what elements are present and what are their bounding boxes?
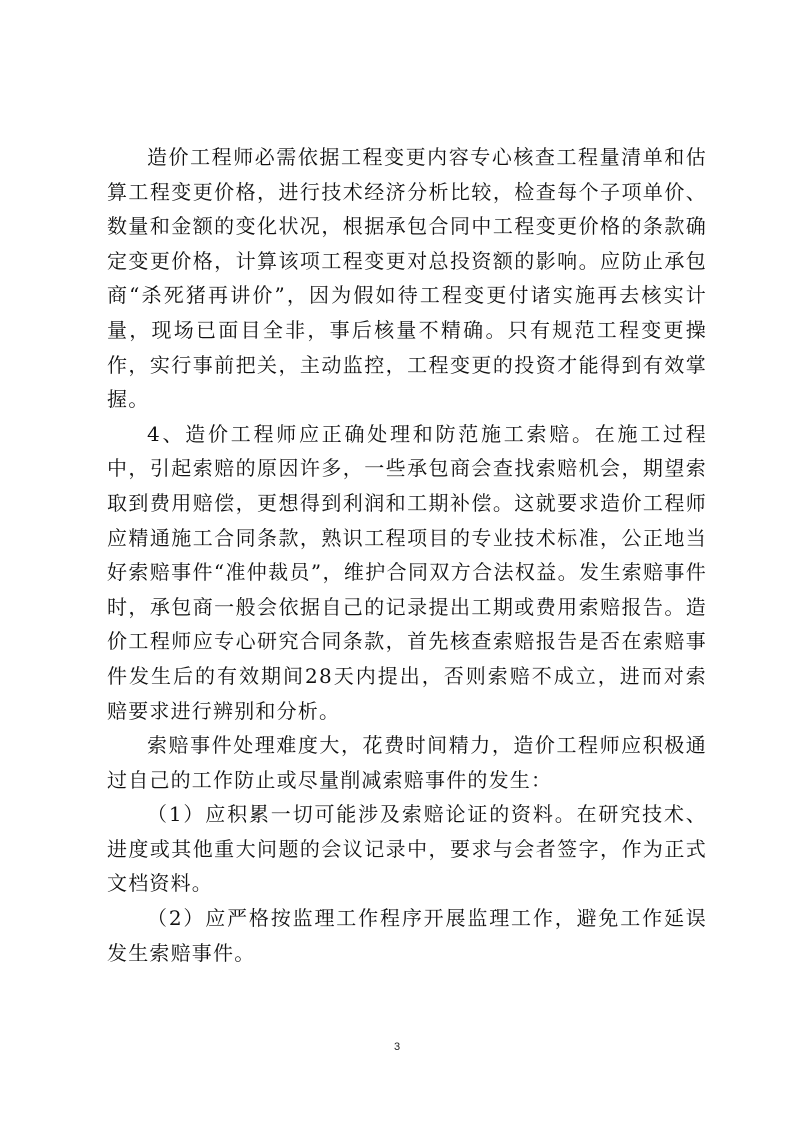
paragraph-item-1: （1）应积累一切可能涉及索赔论证的资料。在研究技术、进度或其他重大问题的会议记录中，要求与会者签字，作为正式文档资料。 xyxy=(107,802,707,896)
paragraph-change-price-review: 造价工程师必需依据工程变更内容专心核查工程量清单和估算工程变更价格，进行技术经济分析比较，检查每个子项单价、数量和金额的变化状况，根据承包合同中工程变更价格的条款确定变更价格，计算该项工程变更对总投资额的影响。应防止承包商“杀死猪再讲价”，因为假如待工程变更付诸实施再去核实计量，现场已面目全非，事后核量不精确。只有规范工程变更操作，实行事前把关，主动监控，工程变更的投资才能得到有效掌握。 xyxy=(107,145,707,412)
paragraph-item-2: （2）应严格按监理工作程序开展监理工作，避免工作延误发生索赔事件。 xyxy=(107,906,707,965)
page-number: 3 xyxy=(393,1041,401,1053)
body-text xyxy=(107,140,707,970)
paragraph-claims-prevention: 索赔事件处理难度大，花费时间精力，造价工程师应积极通过自己的工作防止或尽量削减索赔事件的发生： xyxy=(107,733,707,792)
paragraph-claims-handling: 4、造价工程师应正确处理和防范施工索赔。在施工过程中，引起索赔的原因许多，一些承包商会查找索赔机会，期望索取到费用赔偿，更想得到利润和工期补偿。这就要求造价工程师应精通施工合同条款，熟识工程项目的专业技术标准，公正地当好索赔事件“准仲裁员”，维护合同双方合法权益。发生索赔事件时，承包商一般会依据自己的记录提出工期或费用索赔报告。造价工程师应专心研究合同条款，首先核查索赔报告是否在索赔事件发生后的有效期间28天内提出，否则索赔不成立，进而对索赔要求进行辨别和分析。 xyxy=(107,421,707,723)
